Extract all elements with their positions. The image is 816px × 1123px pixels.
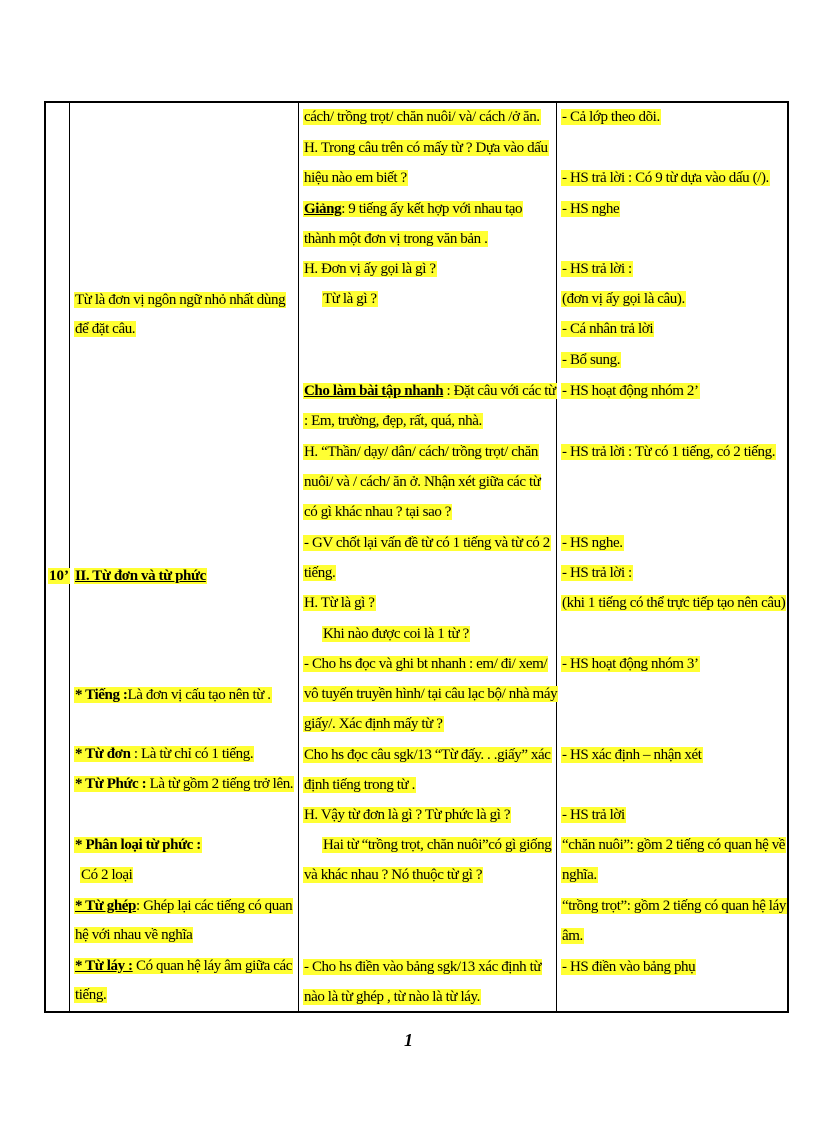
column-divider-3	[556, 101, 557, 1012]
teacher-line: H. Đơn vị ấy gọi là gì ?	[304, 261, 436, 277]
teacher-line: tiếng.	[304, 565, 336, 581]
content-line: * Phân loại từ phức :	[75, 837, 201, 853]
content-line: tiếng.	[75, 987, 107, 1003]
student-line: - HS trả lời : Có 9 từ dựa vào dấu (/).	[562, 170, 769, 186]
student-line: - HS trả lời	[562, 807, 625, 823]
student-line: - HS trả lời :	[562, 565, 632, 581]
student-line: nghĩa.	[562, 867, 597, 883]
content-line: * Tiếng :Là đơn vị cấu tạo nên từ .	[75, 687, 271, 703]
student-line: - HS trả lời : Từ có 1 tiếng, có 2 tiếng.	[562, 444, 776, 460]
teacher-line: Cho làm bài tập nhanh : Đặt câu với các từ	[304, 383, 556, 399]
teacher-line: Giảng: 9 tiếng ấy kết hợp với nhau tạo	[304, 201, 523, 217]
student-line: - HS điền vào bảng phụ	[562, 959, 696, 975]
content-line: * Từ đơn : Là từ chỉ có 1 tiếng.	[75, 746, 254, 762]
content-line: để đặt câu.	[75, 321, 136, 337]
student-line: - HS trả lời :	[562, 261, 632, 277]
teacher-line: H. Từ là gì ?	[304, 595, 375, 611]
content-line: hệ với nhau về nghĩa	[75, 927, 193, 943]
teacher-line: Hai từ “trồng trọt, chăn nuôi”có gì giống	[323, 837, 552, 853]
column-divider-2	[298, 101, 299, 1012]
teacher-line: Cho hs đọc câu sgk/13 “Từ đấy. . .giấy” xác	[304, 747, 551, 763]
teacher-line: Khi nào được coi là 1 từ ?	[323, 626, 469, 642]
teacher-line: - Cho hs đọc và ghi bt nhanh : em/ đi/ xem/	[304, 656, 548, 672]
student-line: - HS nghe	[562, 201, 620, 217]
content-line: Có 2 loại	[81, 867, 133, 883]
content-line: * Từ láy : Có quan hệ láy âm giữa các	[75, 958, 293, 974]
column-divider-1	[69, 101, 70, 1012]
student-line: - HS hoạt động nhóm 2’	[562, 383, 699, 399]
teacher-line: nuôi/ và / cách/ ăn ở. Nhận xét giữa các từ	[304, 474, 541, 490]
student-line: - Bổ sung.	[562, 352, 621, 368]
teacher-line: : Em, trường, đẹp, rất, quá, nhà.	[304, 413, 482, 429]
teacher-line: - Cho hs điền vào bảng sgk/13 xác định từ	[304, 959, 542, 975]
student-line: “chăn nuôi”: gồm 2 tiếng có quan hệ về	[562, 837, 786, 853]
teacher-line: vô tuyến truyền hình/ tại câu lạc bộ/ nhà máy	[304, 686, 558, 702]
teacher-line: H. Trong câu trên có mấy từ ? Dựa vào dấu	[304, 140, 548, 156]
teacher-line: hiệu nào em biết ?	[304, 170, 407, 186]
teacher-line: H. “Thần/ dạy/ dân/ cách/ trồng trọt/ chăn	[304, 444, 538, 460]
teacher-line: - GV chốt lại vấn đề từ có 1 tiếng và từ có 2	[304, 535, 550, 551]
student-line: “trồng trọt”: gồm 2 tiếng có quan hệ láy	[562, 898, 786, 914]
content-line: * Từ Phức : Là từ gồm 2 tiếng trở lên.	[75, 776, 294, 792]
table-right-border	[787, 101, 789, 1012]
student-line: âm.	[562, 928, 583, 944]
student-line: - HS hoạt động nhóm 3’	[562, 656, 699, 672]
teacher-line: thành một đơn vị trong văn bản .	[304, 231, 488, 247]
student-line: - Cả lớp theo dõi.	[562, 109, 660, 125]
table-top-border	[44, 101, 789, 103]
teacher-line: và khác nhau ? Nó thuộc từ gì ?	[304, 867, 483, 883]
teacher-line: Từ là gì ?	[323, 291, 377, 307]
teacher-line: có gì khác nhau ? tại sao ?	[304, 504, 452, 520]
teacher-line: định tiếng trong từ .	[304, 777, 415, 793]
teacher-line: H. Vậy từ đơn là gì ? Từ phức là gì ?	[304, 807, 511, 823]
teacher-line: nào là từ ghép , từ nào là từ láy.	[304, 989, 481, 1005]
table-bottom-border	[44, 1011, 789, 1013]
page-number: 1	[404, 1030, 413, 1050]
student-line: (đơn vị ấy gọi là câu).	[562, 291, 685, 307]
teacher-line: cách/ trồng trọt/ chăn nuôi/ và/ cách /ở ăn.	[304, 109, 540, 125]
student-line: - HS nghe.	[562, 535, 623, 551]
table-left-border	[44, 101, 46, 1012]
student-line: - Cá nhân trả lời	[562, 321, 654, 337]
content-line: Từ là đơn vị ngôn ngữ nhỏ nhất dùng	[75, 292, 286, 308]
section-heading: II. Từ đơn và từ phức	[75, 568, 206, 584]
student-line: (khi 1 tiếng có thể trực tiếp tạo nên câu)	[562, 595, 786, 611]
student-line: - HS xác định – nhận xét	[562, 747, 702, 763]
teacher-line: giấy/. Xác định mấy từ ?	[304, 716, 443, 732]
time-cell: 10’	[49, 568, 69, 584]
content-line: * Từ ghép: Ghép lại các tiếng có quan	[75, 898, 293, 914]
